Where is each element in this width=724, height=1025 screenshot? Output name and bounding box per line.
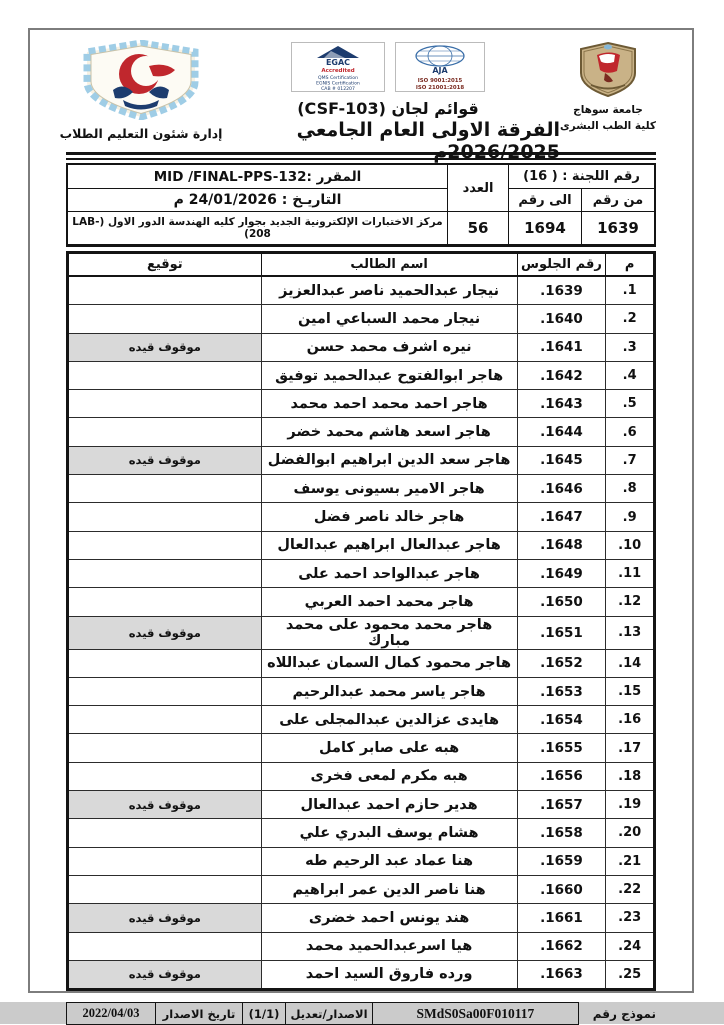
form-number-label: نموذج رقم xyxy=(579,1002,656,1025)
seat-number-cell: 1658. xyxy=(517,819,606,847)
student-name-cell: هيا اسرعبدالحميد محمد xyxy=(261,932,517,960)
svg-text:CAB # 012207: CAB # 012207 xyxy=(321,86,355,92)
serial-cell: 24. xyxy=(606,932,655,960)
to-seat-label: الى رقم xyxy=(509,189,582,212)
serial-cell: 10. xyxy=(606,531,655,559)
serial-cell: 12. xyxy=(606,588,655,616)
table-row xyxy=(68,475,655,503)
seat-number-cell: 1646. xyxy=(517,475,606,503)
faculty-name: كلية الطب البشرى xyxy=(560,120,656,134)
name-column-header: اسم الطالب xyxy=(261,253,517,277)
university-logo-block xyxy=(560,40,656,133)
student-name-cell: هاجر ياسر محمد عبدالرحيم xyxy=(261,677,517,705)
exam-info-table xyxy=(66,163,656,247)
signature-cell: موقوف قيده xyxy=(68,616,262,649)
serial-cell: 11. xyxy=(606,559,655,587)
signature-cell xyxy=(68,475,262,503)
serial-cell: 16. xyxy=(606,706,655,734)
serial-cell: 2. xyxy=(606,305,655,333)
table-row xyxy=(68,503,655,531)
serial-cell: 25. xyxy=(606,960,655,989)
student-name-cell: هاجر محمد محمود على محمد مبارك xyxy=(261,616,517,649)
signature-cell xyxy=(68,305,262,333)
serial-column-header: م xyxy=(606,253,655,277)
svg-text:ISO 21001:2018: ISO 21001:2018 xyxy=(416,85,465,91)
student-name-cell: هاجر عبدالواحد احمد على xyxy=(261,559,517,587)
seat-number-cell: 1657. xyxy=(517,791,606,819)
student-name-cell: نيجار محمد السباعي امين xyxy=(261,305,517,333)
student-name-cell: نيجار عبدالحميد ناصر عبدالعزيز xyxy=(261,276,517,305)
student-name-cell: هاجر احمد محمد احمد محمد xyxy=(261,390,517,418)
table-row xyxy=(68,446,655,474)
student-name-cell: هاجر محمد احمد العربي xyxy=(261,588,517,616)
serial-cell: 7. xyxy=(606,446,655,474)
signature-cell: موقوف قيده xyxy=(68,904,262,932)
from-seat-value: 1639 xyxy=(582,212,656,246)
table-row xyxy=(68,762,655,790)
document-subtitle: الفرقة الاولى العام الجامعي 2026/2025م xyxy=(216,119,560,163)
seat-number-cell: 1645. xyxy=(517,446,606,474)
count-label: العدد xyxy=(448,164,509,212)
course-line: المقرر :MID /FINAL-PPS-132 xyxy=(67,164,448,189)
table-row xyxy=(68,734,655,762)
table-row xyxy=(68,677,655,705)
signature-cell xyxy=(68,819,262,847)
serial-cell: 19. xyxy=(606,791,655,819)
exam-date: التاريـخ : 24/01/2026 م xyxy=(67,189,448,212)
signature-cell xyxy=(68,418,262,446)
table-row xyxy=(68,559,655,587)
seat-number-cell: 1639. xyxy=(517,276,606,305)
table-row xyxy=(68,875,655,903)
svg-text:QMS Certification: QMS Certification xyxy=(318,75,358,81)
signature-cell xyxy=(68,276,262,305)
form-code: SMdS0Sa00F010117 xyxy=(372,1003,578,1024)
svg-text:AJA: AJA xyxy=(432,66,448,75)
seat-number-cell: 1641. xyxy=(517,333,606,361)
student-name-cell: ورده فاروق السيد احمد xyxy=(261,960,517,989)
signature-cell xyxy=(68,847,262,875)
students-table-header-row xyxy=(68,253,655,277)
table-row xyxy=(68,791,655,819)
signature-cell xyxy=(68,588,262,616)
seat-number-cell: 1652. xyxy=(517,649,606,677)
form-footer-boxes xyxy=(66,1002,579,1025)
serial-cell: 9. xyxy=(606,503,655,531)
serial-cell: 21. xyxy=(606,847,655,875)
student-name-cell: هنا عماد عبد الرحيم طه xyxy=(261,847,517,875)
signature-cell xyxy=(68,875,262,903)
count-value: 56 xyxy=(448,212,509,246)
exam-location: مركز الاختبارات الإلكترونية الجديد بجوار كليه الهندسة الدور الاول (LAB-208) xyxy=(67,212,448,246)
serial-cell: 3. xyxy=(606,333,655,361)
seat-number-cell: 1663. xyxy=(517,960,606,989)
student-name-cell: هايدى عزالدين عبدالمجلى على xyxy=(261,706,517,734)
signature-cell: موقوف قيده xyxy=(68,960,262,989)
university-shield-icon xyxy=(577,40,639,102)
serial-cell: 15. xyxy=(606,677,655,705)
table-row xyxy=(68,531,655,559)
seat-number-cell: 1659. xyxy=(517,847,606,875)
serial-cell: 1. xyxy=(606,276,655,305)
students-table xyxy=(66,251,656,991)
serial-cell: 6. xyxy=(606,418,655,446)
table-row xyxy=(68,649,655,677)
committee-number: رقم اللجنة : ( 16) xyxy=(509,164,656,189)
student-name-cell: هاجر عبدالعال ابراهيم عبدالعال xyxy=(261,531,517,559)
signature-cell xyxy=(68,649,262,677)
student-name-cell: هاجر محمود كمال السمان عبداللاه xyxy=(261,649,517,677)
signature-cell xyxy=(68,734,262,762)
svg-text:Accredited: Accredited xyxy=(321,68,354,74)
signature-cell xyxy=(68,390,262,418)
student-name-cell: هند يونس احمد خضرى xyxy=(261,904,517,932)
seat-number-cell: 1651. xyxy=(517,616,606,649)
student-name-cell: هدير حازم احمد عبدالعال xyxy=(261,791,517,819)
signature-cell xyxy=(68,677,262,705)
student-name-cell: هاجر ابوالفتوح عبدالحميد توفيق xyxy=(261,361,517,389)
svg-text:EGNIS Certification: EGNIS Certification xyxy=(316,81,360,87)
student-name-cell: هبه على صابر كامل xyxy=(261,734,517,762)
header-center xyxy=(216,40,560,163)
svg-text:EGAC: EGAC xyxy=(326,58,350,67)
table-row xyxy=(68,276,655,305)
seat-number-cell: 1654. xyxy=(517,706,606,734)
seat-number-cell: 1655. xyxy=(517,734,606,762)
svg-text:ISO 9001:2015: ISO 9001:2015 xyxy=(418,78,463,84)
table-row xyxy=(68,305,655,333)
serial-cell: 13. xyxy=(606,616,655,649)
seat-number-cell: 1653. xyxy=(517,677,606,705)
student-name-cell: هاجر اسعد هاشم محمد خضر xyxy=(261,418,517,446)
issue-revision-value: (1/1) xyxy=(242,1003,285,1024)
seat-number-cell: 1644. xyxy=(517,418,606,446)
education-affairs-shield-icon xyxy=(79,40,203,124)
serial-cell: 5. xyxy=(606,390,655,418)
serial-cell: 18. xyxy=(606,762,655,790)
serial-cell: 8. xyxy=(606,475,655,503)
signature-cell xyxy=(68,706,262,734)
table-row xyxy=(68,706,655,734)
aja-iso-certification-icon xyxy=(395,42,485,96)
serial-cell: 23. xyxy=(606,904,655,932)
table-row xyxy=(68,819,655,847)
table-row xyxy=(68,418,655,446)
seat-number-cell: 1648. xyxy=(517,531,606,559)
signature-cell: موقوف قيده xyxy=(68,446,262,474)
from-seat-label: من رقم xyxy=(582,189,656,212)
signature-cell xyxy=(68,531,262,559)
signature-cell xyxy=(68,559,262,587)
table-row xyxy=(68,932,655,960)
signature-cell: موقوف قيده xyxy=(68,333,262,361)
signature-cell xyxy=(68,762,262,790)
signature-cell: موقوف قيده xyxy=(68,791,262,819)
signature-column-header: توقيع xyxy=(68,253,262,277)
seat-number-cell: 1660. xyxy=(517,875,606,903)
issue-date-label: تاريخ الاصدار xyxy=(155,1003,242,1024)
seat-number-cell: 1642. xyxy=(517,361,606,389)
admin-logo-block xyxy=(66,40,216,141)
document-title: قوائم لجان (CSF-103) xyxy=(297,99,479,118)
serial-cell: 17. xyxy=(606,734,655,762)
student-table-body xyxy=(68,276,655,990)
serial-cell: 14. xyxy=(606,649,655,677)
student-name-cell: هنا ناصر الدين عمر ابراهيم xyxy=(261,875,517,903)
seat-number-cell: 1643. xyxy=(517,390,606,418)
form-footer xyxy=(66,1002,656,1025)
table-row xyxy=(68,904,655,932)
seat-column-header: رقم الجلوس xyxy=(517,253,606,277)
seat-number-cell: 1647. xyxy=(517,503,606,531)
to-seat-value: 1694 xyxy=(509,212,582,246)
seat-number-cell: 1662. xyxy=(517,932,606,960)
student-name-cell: هاجر خالد ناصر فضل xyxy=(261,503,517,531)
seat-number-cell: 1656. xyxy=(517,762,606,790)
student-name-cell: نيره اشرف محمد حسن xyxy=(261,333,517,361)
seat-number-cell: 1640. xyxy=(517,305,606,333)
table-row xyxy=(68,361,655,389)
student-name-cell: هبه مكرم لمعى فخرى xyxy=(261,762,517,790)
table-row xyxy=(68,960,655,989)
university-name: جامعة سوهاج xyxy=(573,104,643,118)
serial-cell: 20. xyxy=(606,819,655,847)
issue-revision-label: الاصدار/تعديل xyxy=(285,1003,372,1024)
signature-cell xyxy=(68,932,262,960)
seat-number-cell: 1661. xyxy=(517,904,606,932)
table-row xyxy=(68,333,655,361)
seat-number-cell: 1649. xyxy=(517,559,606,587)
table-row xyxy=(68,588,655,616)
seat-number-cell: 1650. xyxy=(517,588,606,616)
table-row xyxy=(68,616,655,649)
student-name-cell: هاجر الامير بسيونى يوسف xyxy=(261,475,517,503)
serial-cell: 22. xyxy=(606,875,655,903)
document-page xyxy=(28,28,694,993)
serial-cell: 4. xyxy=(606,361,655,389)
admin-name: إدارة شئون التعليم الطلاب xyxy=(60,126,223,141)
student-name-cell: هاجر سعد الدين ابراهيم ابوالفضل xyxy=(261,446,517,474)
signature-cell xyxy=(68,503,262,531)
table-row xyxy=(68,390,655,418)
student-name-cell: هشام يوسف البدري علي xyxy=(261,819,517,847)
page-header xyxy=(66,40,656,148)
signature-cell xyxy=(68,361,262,389)
table-row xyxy=(68,847,655,875)
issue-date-value: 2022/04/03 xyxy=(67,1003,155,1024)
egac-accreditation-icon xyxy=(291,42,385,96)
